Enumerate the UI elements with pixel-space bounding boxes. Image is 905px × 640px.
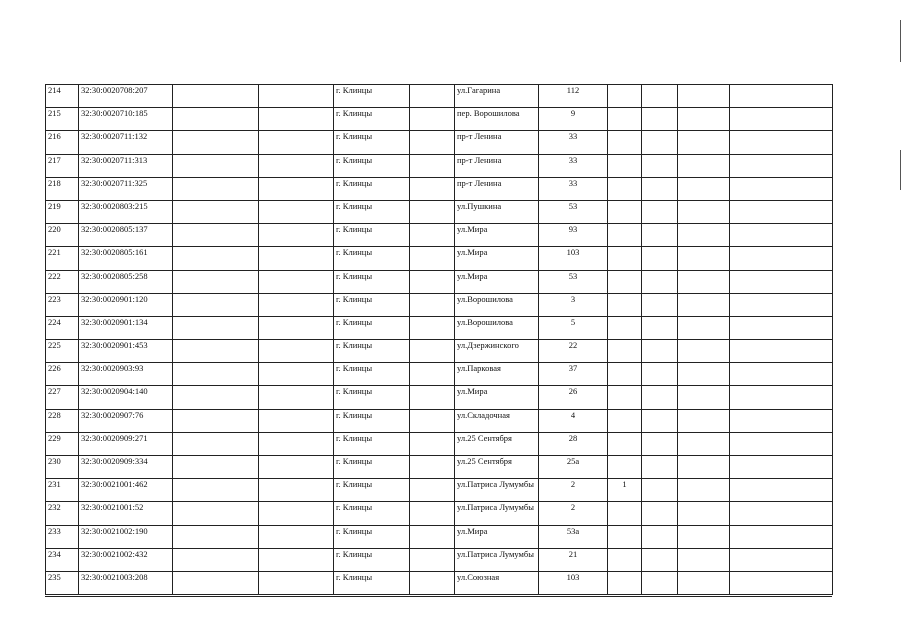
empty-cell bbox=[642, 525, 678, 548]
row-number-cell: 235 bbox=[46, 571, 79, 594]
empty-cell bbox=[642, 316, 678, 339]
street-cell: пр-т Ленина bbox=[455, 131, 539, 154]
street-cell: ул.Мира bbox=[455, 224, 539, 247]
house-number-cell: 25а bbox=[539, 456, 608, 479]
empty-cell bbox=[410, 177, 455, 200]
empty-cell bbox=[410, 479, 455, 502]
empty-cell bbox=[410, 316, 455, 339]
row-number-cell: 223 bbox=[46, 293, 79, 316]
empty-cell bbox=[410, 85, 455, 108]
row-number-cell: 233 bbox=[46, 525, 79, 548]
cadastral-number-cell: 32:30:0020909:334 bbox=[79, 456, 173, 479]
street-cell: ул.Складочная bbox=[455, 409, 539, 432]
empty-cell bbox=[259, 316, 334, 339]
empty-cell bbox=[730, 548, 833, 571]
street-cell: ул.Союзная bbox=[455, 571, 539, 594]
table-row bbox=[46, 316, 833, 339]
street-cell: ул.Дзержинского bbox=[455, 340, 539, 363]
empty-cell bbox=[678, 200, 730, 223]
empty-cell bbox=[259, 177, 334, 200]
extra-cell bbox=[608, 224, 642, 247]
empty-cell bbox=[259, 247, 334, 270]
extra-cell bbox=[608, 548, 642, 571]
row-number-cell: 226 bbox=[46, 363, 79, 386]
cadastral-number-cell: 32:30:0020805:137 bbox=[79, 224, 173, 247]
registry-table bbox=[45, 84, 833, 595]
table-row bbox=[46, 108, 833, 131]
empty-cell bbox=[730, 247, 833, 270]
empty-cell bbox=[259, 409, 334, 432]
empty-cell bbox=[678, 502, 730, 525]
empty-cell bbox=[173, 108, 259, 131]
row-number-cell: 227 bbox=[46, 386, 79, 409]
empty-cell bbox=[642, 177, 678, 200]
empty-cell bbox=[173, 432, 259, 455]
empty-cell bbox=[259, 456, 334, 479]
table-row bbox=[46, 247, 833, 270]
cadastral-number-cell: 32:30:0020909:271 bbox=[79, 432, 173, 455]
house-number-cell: 103 bbox=[539, 571, 608, 594]
house-number-cell: 2 bbox=[539, 479, 608, 502]
house-number-cell: 4 bbox=[539, 409, 608, 432]
empty-cell bbox=[730, 409, 833, 432]
empty-cell bbox=[678, 108, 730, 131]
table-row bbox=[46, 200, 833, 223]
cadastral-number-cell: 32:30:0020805:161 bbox=[79, 247, 173, 270]
empty-cell bbox=[730, 270, 833, 293]
extra-cell bbox=[608, 456, 642, 479]
street-cell: ул.Парковая bbox=[455, 363, 539, 386]
empty-cell bbox=[259, 270, 334, 293]
street-cell: ул.Гагарина bbox=[455, 85, 539, 108]
empty-cell bbox=[678, 293, 730, 316]
table-row bbox=[46, 502, 833, 525]
empty-cell bbox=[678, 85, 730, 108]
street-cell: ул.25 Сентября bbox=[455, 432, 539, 455]
empty-cell bbox=[678, 479, 730, 502]
extra-cell bbox=[608, 131, 642, 154]
empty-cell bbox=[173, 247, 259, 270]
cadastral-number-cell: 32:30:0021001:462 bbox=[79, 479, 173, 502]
empty-cell bbox=[410, 456, 455, 479]
empty-cell bbox=[173, 85, 259, 108]
cadastral-number-cell: 32:30:0020901:134 bbox=[79, 316, 173, 339]
city-cell: г. Клинцы bbox=[334, 200, 410, 223]
house-number-cell: 2 bbox=[539, 502, 608, 525]
empty-cell bbox=[410, 247, 455, 270]
empty-cell bbox=[259, 571, 334, 594]
empty-cell bbox=[678, 548, 730, 571]
house-number-cell: 112 bbox=[539, 85, 608, 108]
city-cell: г. Клинцы bbox=[334, 154, 410, 177]
empty-cell bbox=[410, 409, 455, 432]
extra-cell bbox=[608, 247, 642, 270]
row-number-cell: 224 bbox=[46, 316, 79, 339]
row-number-cell: 219 bbox=[46, 200, 79, 223]
row-number-cell: 225 bbox=[46, 340, 79, 363]
extra-cell bbox=[608, 316, 642, 339]
street-cell: ул.Мира bbox=[455, 525, 539, 548]
extra-cell bbox=[608, 293, 642, 316]
house-number-cell: 21 bbox=[539, 548, 608, 571]
empty-cell bbox=[173, 571, 259, 594]
empty-cell bbox=[259, 363, 334, 386]
empty-cell bbox=[173, 316, 259, 339]
empty-cell bbox=[678, 177, 730, 200]
empty-cell bbox=[410, 340, 455, 363]
empty-cell bbox=[173, 525, 259, 548]
empty-cell bbox=[410, 363, 455, 386]
empty-cell bbox=[173, 131, 259, 154]
cadastral-number-cell: 32:30:0020803:215 bbox=[79, 200, 173, 223]
empty-cell bbox=[730, 340, 833, 363]
empty-cell bbox=[259, 502, 334, 525]
empty-cell bbox=[173, 340, 259, 363]
empty-cell bbox=[173, 409, 259, 432]
cadastral-number-cell: 32:30:0020903:93 bbox=[79, 363, 173, 386]
empty-cell bbox=[410, 525, 455, 548]
row-number-cell: 214 bbox=[46, 85, 79, 108]
house-number-cell: 53а bbox=[539, 525, 608, 548]
cadastral-number-cell: 32:30:0020904:140 bbox=[79, 386, 173, 409]
row-number-cell: 217 bbox=[46, 154, 79, 177]
row-number-cell: 234 bbox=[46, 548, 79, 571]
empty-cell bbox=[173, 154, 259, 177]
empty-cell bbox=[642, 293, 678, 316]
table-row bbox=[46, 340, 833, 363]
table-row bbox=[46, 571, 833, 594]
empty-cell bbox=[173, 200, 259, 223]
row-number-cell: 228 bbox=[46, 409, 79, 432]
empty-cell bbox=[678, 340, 730, 363]
city-cell: г. Клинцы bbox=[334, 131, 410, 154]
empty-cell bbox=[259, 108, 334, 131]
empty-cell bbox=[410, 224, 455, 247]
empty-cell bbox=[730, 154, 833, 177]
street-cell: ул.Патриса Лумумбы bbox=[455, 479, 539, 502]
empty-cell bbox=[642, 363, 678, 386]
empty-cell bbox=[642, 200, 678, 223]
city-cell: г. Клинцы bbox=[334, 224, 410, 247]
empty-cell bbox=[173, 363, 259, 386]
table-row bbox=[46, 548, 833, 571]
empty-cell bbox=[730, 177, 833, 200]
street-cell: ул.Ворошилова bbox=[455, 293, 539, 316]
empty-cell bbox=[730, 200, 833, 223]
city-cell: г. Клинцы bbox=[334, 479, 410, 502]
empty-cell bbox=[173, 456, 259, 479]
empty-cell bbox=[730, 432, 833, 455]
extra-cell bbox=[608, 108, 642, 131]
street-cell: ул.25 Сентября bbox=[455, 456, 539, 479]
empty-cell bbox=[730, 316, 833, 339]
city-cell: г. Клинцы bbox=[334, 456, 410, 479]
table-row bbox=[46, 456, 833, 479]
empty-cell bbox=[410, 548, 455, 571]
empty-cell bbox=[730, 525, 833, 548]
empty-cell bbox=[678, 456, 730, 479]
extra-cell bbox=[608, 200, 642, 223]
street-cell: ул.Ворошилова bbox=[455, 316, 539, 339]
empty-cell bbox=[730, 108, 833, 131]
empty-cell bbox=[642, 154, 678, 177]
empty-cell bbox=[410, 502, 455, 525]
city-cell: г. Клинцы bbox=[334, 177, 410, 200]
street-cell: ул.Патриса Лумумбы bbox=[455, 548, 539, 571]
table-row bbox=[46, 177, 833, 200]
empty-cell bbox=[410, 108, 455, 131]
empty-cell bbox=[642, 456, 678, 479]
empty-cell bbox=[730, 502, 833, 525]
empty-cell bbox=[678, 316, 730, 339]
extra-cell bbox=[608, 270, 642, 293]
empty-cell bbox=[259, 340, 334, 363]
cadastral-number-cell: 32:30:0020901:120 bbox=[79, 293, 173, 316]
table-row bbox=[46, 270, 833, 293]
table-row bbox=[46, 85, 833, 108]
empty-cell bbox=[173, 479, 259, 502]
empty-cell bbox=[410, 571, 455, 594]
house-number-cell: 28 bbox=[539, 432, 608, 455]
empty-cell bbox=[410, 200, 455, 223]
street-cell: ул.Мира bbox=[455, 270, 539, 293]
registry-rows bbox=[46, 85, 833, 595]
empty-cell bbox=[730, 293, 833, 316]
empty-cell bbox=[678, 386, 730, 409]
street-cell: ул.Мира bbox=[455, 247, 539, 270]
empty-cell bbox=[678, 247, 730, 270]
empty-cell bbox=[642, 548, 678, 571]
row-number-cell: 232 bbox=[46, 502, 79, 525]
house-number-cell: 37 bbox=[539, 363, 608, 386]
empty-cell bbox=[173, 224, 259, 247]
empty-cell bbox=[259, 432, 334, 455]
empty-cell bbox=[642, 85, 678, 108]
empty-cell bbox=[410, 154, 455, 177]
table-row bbox=[46, 432, 833, 455]
empty-cell bbox=[259, 200, 334, 223]
empty-cell bbox=[642, 571, 678, 594]
house-number-cell: 9 bbox=[539, 108, 608, 131]
city-cell: г. Клинцы bbox=[334, 571, 410, 594]
extra-cell bbox=[608, 177, 642, 200]
empty-cell bbox=[173, 386, 259, 409]
cadastral-number-cell: 32:30:0020805:258 bbox=[79, 270, 173, 293]
empty-cell bbox=[642, 270, 678, 293]
house-number-cell: 26 bbox=[539, 386, 608, 409]
cadastral-number-cell: 32:30:0021003:208 bbox=[79, 571, 173, 594]
row-number-cell: 222 bbox=[46, 270, 79, 293]
empty-cell bbox=[642, 479, 678, 502]
cadastral-number-cell: 32:30:0020710:185 bbox=[79, 108, 173, 131]
empty-cell bbox=[410, 432, 455, 455]
city-cell: г. Клинцы bbox=[334, 432, 410, 455]
house-number-cell: 33 bbox=[539, 131, 608, 154]
empty-cell bbox=[173, 548, 259, 571]
table-row bbox=[46, 224, 833, 247]
empty-cell bbox=[730, 224, 833, 247]
extra-cell bbox=[608, 571, 642, 594]
row-number-cell: 215 bbox=[46, 108, 79, 131]
table-row bbox=[46, 409, 833, 432]
empty-cell bbox=[642, 108, 678, 131]
empty-cell bbox=[730, 386, 833, 409]
row-number-cell: 216 bbox=[46, 131, 79, 154]
empty-cell bbox=[642, 386, 678, 409]
house-number-cell: 33 bbox=[539, 154, 608, 177]
city-cell: г. Клинцы bbox=[334, 85, 410, 108]
cadastral-number-cell: 32:30:0020711:325 bbox=[79, 177, 173, 200]
house-number-cell: 103 bbox=[539, 247, 608, 270]
empty-cell bbox=[678, 525, 730, 548]
empty-cell bbox=[259, 224, 334, 247]
cadastral-number-cell: 32:30:0020711:132 bbox=[79, 131, 173, 154]
empty-cell bbox=[410, 131, 455, 154]
house-number-cell: 93 bbox=[539, 224, 608, 247]
empty-cell bbox=[642, 224, 678, 247]
cadastral-number-cell: 32:30:0020907:76 bbox=[79, 409, 173, 432]
extra-cell bbox=[608, 154, 642, 177]
empty-cell bbox=[642, 409, 678, 432]
house-number-cell: 33 bbox=[539, 177, 608, 200]
empty-cell bbox=[730, 131, 833, 154]
empty-cell bbox=[678, 131, 730, 154]
street-cell: ул.Пушкина bbox=[455, 200, 539, 223]
empty-cell bbox=[410, 293, 455, 316]
city-cell: г. Клинцы bbox=[334, 548, 410, 571]
empty-cell bbox=[730, 363, 833, 386]
empty-cell bbox=[173, 293, 259, 316]
cadastral-number-cell: 32:30:0020901:453 bbox=[79, 340, 173, 363]
empty-cell bbox=[259, 85, 334, 108]
city-cell: г. Клинцы bbox=[334, 386, 410, 409]
empty-cell bbox=[259, 154, 334, 177]
city-cell: г. Клинцы bbox=[334, 270, 410, 293]
house-number-cell: 53 bbox=[539, 200, 608, 223]
street-cell: ул.Мира bbox=[455, 386, 539, 409]
empty-cell bbox=[730, 479, 833, 502]
empty-cell bbox=[678, 432, 730, 455]
street-cell: пр-т Ленина bbox=[455, 177, 539, 200]
city-cell: г. Клинцы bbox=[334, 108, 410, 131]
table-row bbox=[46, 479, 833, 502]
empty-cell bbox=[410, 386, 455, 409]
city-cell: г. Клинцы bbox=[334, 293, 410, 316]
cadastral-number-cell: 32:30:0021002:190 bbox=[79, 525, 173, 548]
empty-cell bbox=[730, 85, 833, 108]
empty-cell bbox=[259, 548, 334, 571]
empty-cell bbox=[642, 247, 678, 270]
city-cell: г. Клинцы bbox=[334, 316, 410, 339]
empty-cell bbox=[678, 409, 730, 432]
cadastral-number-cell: 32:30:0021001:52 bbox=[79, 502, 173, 525]
empty-cell bbox=[730, 571, 833, 594]
house-number-cell: 5 bbox=[539, 316, 608, 339]
empty-cell bbox=[730, 456, 833, 479]
table-row bbox=[46, 363, 833, 386]
city-cell: г. Клинцы bbox=[334, 363, 410, 386]
empty-cell bbox=[173, 502, 259, 525]
empty-cell bbox=[678, 270, 730, 293]
house-number-cell: 22 bbox=[539, 340, 608, 363]
city-cell: г. Клинцы bbox=[334, 525, 410, 548]
extra-cell bbox=[608, 340, 642, 363]
empty-cell bbox=[678, 571, 730, 594]
scan-edge-mark bbox=[900, 20, 901, 62]
extra-cell bbox=[608, 432, 642, 455]
city-cell: г. Клинцы bbox=[334, 502, 410, 525]
table-row bbox=[46, 154, 833, 177]
empty-cell bbox=[173, 177, 259, 200]
empty-cell bbox=[410, 270, 455, 293]
empty-cell bbox=[642, 432, 678, 455]
empty-cell bbox=[642, 131, 678, 154]
cadastral-number-cell: 32:30:0020711:313 bbox=[79, 154, 173, 177]
row-number-cell: 230 bbox=[46, 456, 79, 479]
extra-cell bbox=[608, 363, 642, 386]
house-number-cell: 3 bbox=[539, 293, 608, 316]
row-number-cell: 221 bbox=[46, 247, 79, 270]
table-row bbox=[46, 525, 833, 548]
row-number-cell: 218 bbox=[46, 177, 79, 200]
street-cell: ул.Патриса Лумумбы bbox=[455, 502, 539, 525]
empty-cell bbox=[642, 340, 678, 363]
cadastral-number-cell: 32:30:0021002:432 bbox=[79, 548, 173, 571]
extra-cell: 1 bbox=[608, 479, 642, 502]
extra-cell bbox=[608, 409, 642, 432]
extra-cell bbox=[608, 85, 642, 108]
empty-cell bbox=[678, 363, 730, 386]
extra-cell bbox=[608, 502, 642, 525]
empty-cell bbox=[259, 525, 334, 548]
empty-cell bbox=[259, 479, 334, 502]
empty-cell bbox=[173, 270, 259, 293]
empty-cell bbox=[678, 154, 730, 177]
empty-cell bbox=[642, 502, 678, 525]
city-cell: г. Клинцы bbox=[334, 247, 410, 270]
table-row bbox=[46, 386, 833, 409]
extra-cell bbox=[608, 386, 642, 409]
table-bottom-border bbox=[45, 596, 832, 597]
row-number-cell: 220 bbox=[46, 224, 79, 247]
city-cell: г. Клинцы bbox=[334, 340, 410, 363]
table-row bbox=[46, 131, 833, 154]
row-number-cell: 231 bbox=[46, 479, 79, 502]
scan-edge-mark bbox=[900, 150, 901, 190]
extra-cell bbox=[608, 525, 642, 548]
empty-cell bbox=[259, 293, 334, 316]
row-number-cell: 229 bbox=[46, 432, 79, 455]
empty-cell bbox=[259, 386, 334, 409]
street-cell: пер. Ворошилова bbox=[455, 108, 539, 131]
table-row bbox=[46, 293, 833, 316]
city-cell: г. Клинцы bbox=[334, 409, 410, 432]
house-number-cell: 53 bbox=[539, 270, 608, 293]
empty-cell bbox=[259, 131, 334, 154]
empty-cell bbox=[678, 224, 730, 247]
street-cell: пр-т Ленина bbox=[455, 154, 539, 177]
cadastral-number-cell: 32:30:0020708:207 bbox=[79, 85, 173, 108]
